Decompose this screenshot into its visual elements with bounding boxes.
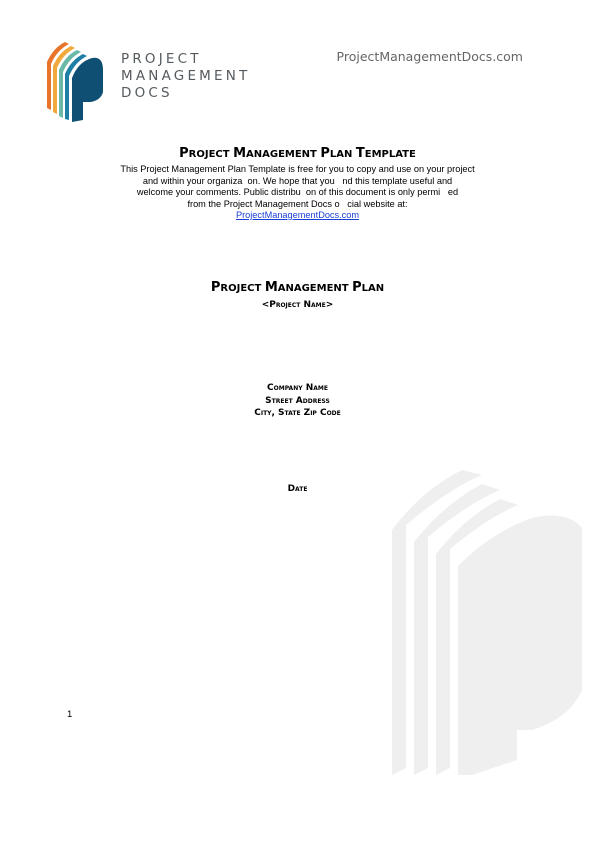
date-placeholder: Date: [287, 484, 308, 494]
company-block: [0, 382, 595, 420]
company-name: Company Name: [267, 383, 328, 393]
website-link[interactable]: ProjectManagementDocs.com: [235, 210, 360, 220]
page-number: 1: [67, 709, 73, 720]
intro-paragraph: [0, 164, 595, 222]
project-name-placeholder: <Project Name>: [261, 300, 334, 310]
intro-line: This Project Management Plan Template is free for you to copy and use on your project: [120, 164, 475, 174]
city-state-zip: City, State Zip Code: [254, 408, 341, 418]
document-title: PROJECT MANAGEMENT PLAN TEMPLATE: [179, 146, 416, 161]
logo-line-2: MANAGEMENT: [121, 68, 251, 84]
logo-wordmark: [121, 51, 251, 102]
logo-line-1: PROJECT: [121, 51, 202, 67]
p-logo-watermark-icon: [392, 470, 592, 775]
intro-line: welcome your comments. Public distribu on of this document is only permi ed: [136, 187, 459, 197]
intro-line: and within your organiza on. We hope that you nd this template useful and: [142, 175, 453, 186]
plan-title: PROJECT MANAGEMENT PLAN: [210, 280, 385, 295]
header-site-url: ProjectManagementDocs.com: [336, 49, 523, 64]
intro-line: from the Project Management Docs o cial website at:: [187, 198, 408, 209]
logo-line-3: DOCS: [121, 85, 173, 101]
street-address: Street Address: [265, 395, 330, 406]
p-logo-mark-icon: [45, 40, 105, 122]
